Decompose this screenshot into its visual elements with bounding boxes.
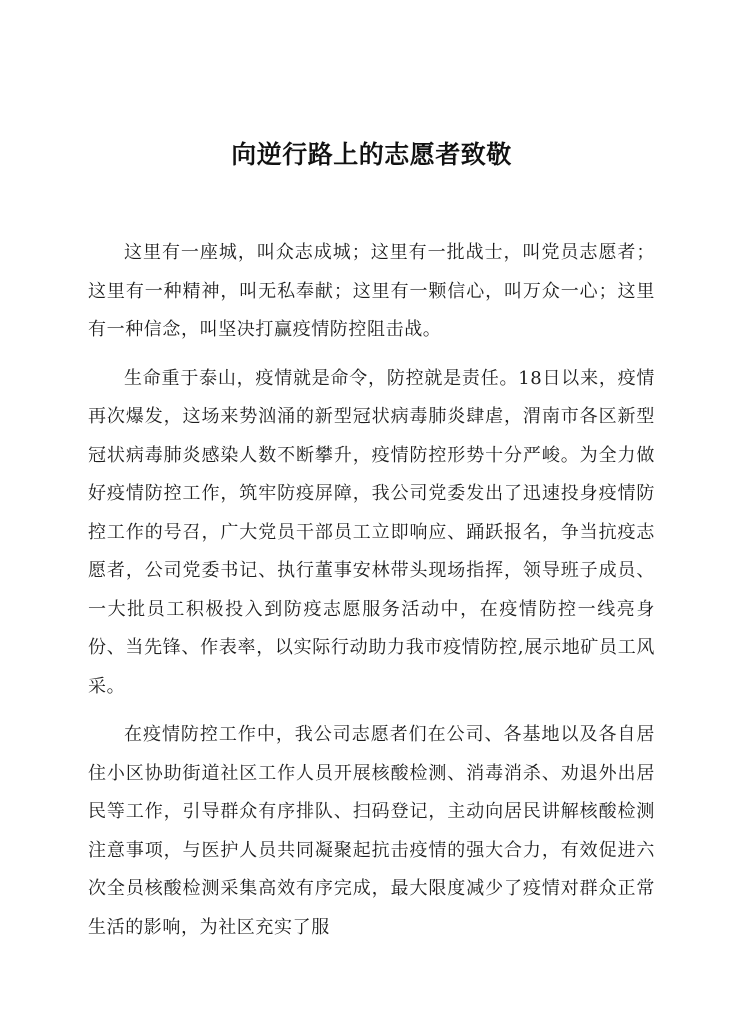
document-title: 向逆行路上的志愿者致敬 <box>231 140 512 169</box>
paragraph-intro: 这里有一座城，叫众志成城；这里有一批战士，叫党员志愿者；这里有一种精神，叫无私奉献；这里有一颗信心，叫万众一心；这里有一种信念，叫坚决打赢疫情防控阻击战。 <box>88 242 655 340</box>
paragraph-volunteer-work: 在疫情防控工作中，我公司志愿者们在公司、各基地以及各自居住小区协助街道社区工作人员开展核酸检测、消毒消杀、劝退外出居民等工作，引导群众有序排队、扫码登记，主动向居民讲解核酸检测注意事项，与医护人员共同凝聚起抗击疫情的强大合力，有效促进六次全员核酸检测采集高效有序完成，最大限度减少了疫情对群众正常生活的影响，为社区充实了服 <box>88 724 655 938</box>
paragraph-response: 生命重于泰山，疫情就是命令，防控就是责任。18日以来，疫情再次爆发，这场来势汹涌的新型冠状病毒肺炎肆虐，渭南市各区新型冠状病毒肺炎感染人数不断攀升，疫情防控形势十分严峻。为全力做好疫情防控工作，筑牢防疫屏障，我公司党委发出了迅速投身疫情防控工作的号召，广大党员干部员工立即响应、踊跃报名，争当抗疫志愿者，公司党委书记、执行董事安林带头现场指挥，领导班子成员、一大批员工积极投入到防疫志愿服务活动中，在疫情防控一线亮身份、当先锋、作表率，以实际行动助力我市疫情防控,展示地矿员工风采。 <box>88 367 655 697</box>
